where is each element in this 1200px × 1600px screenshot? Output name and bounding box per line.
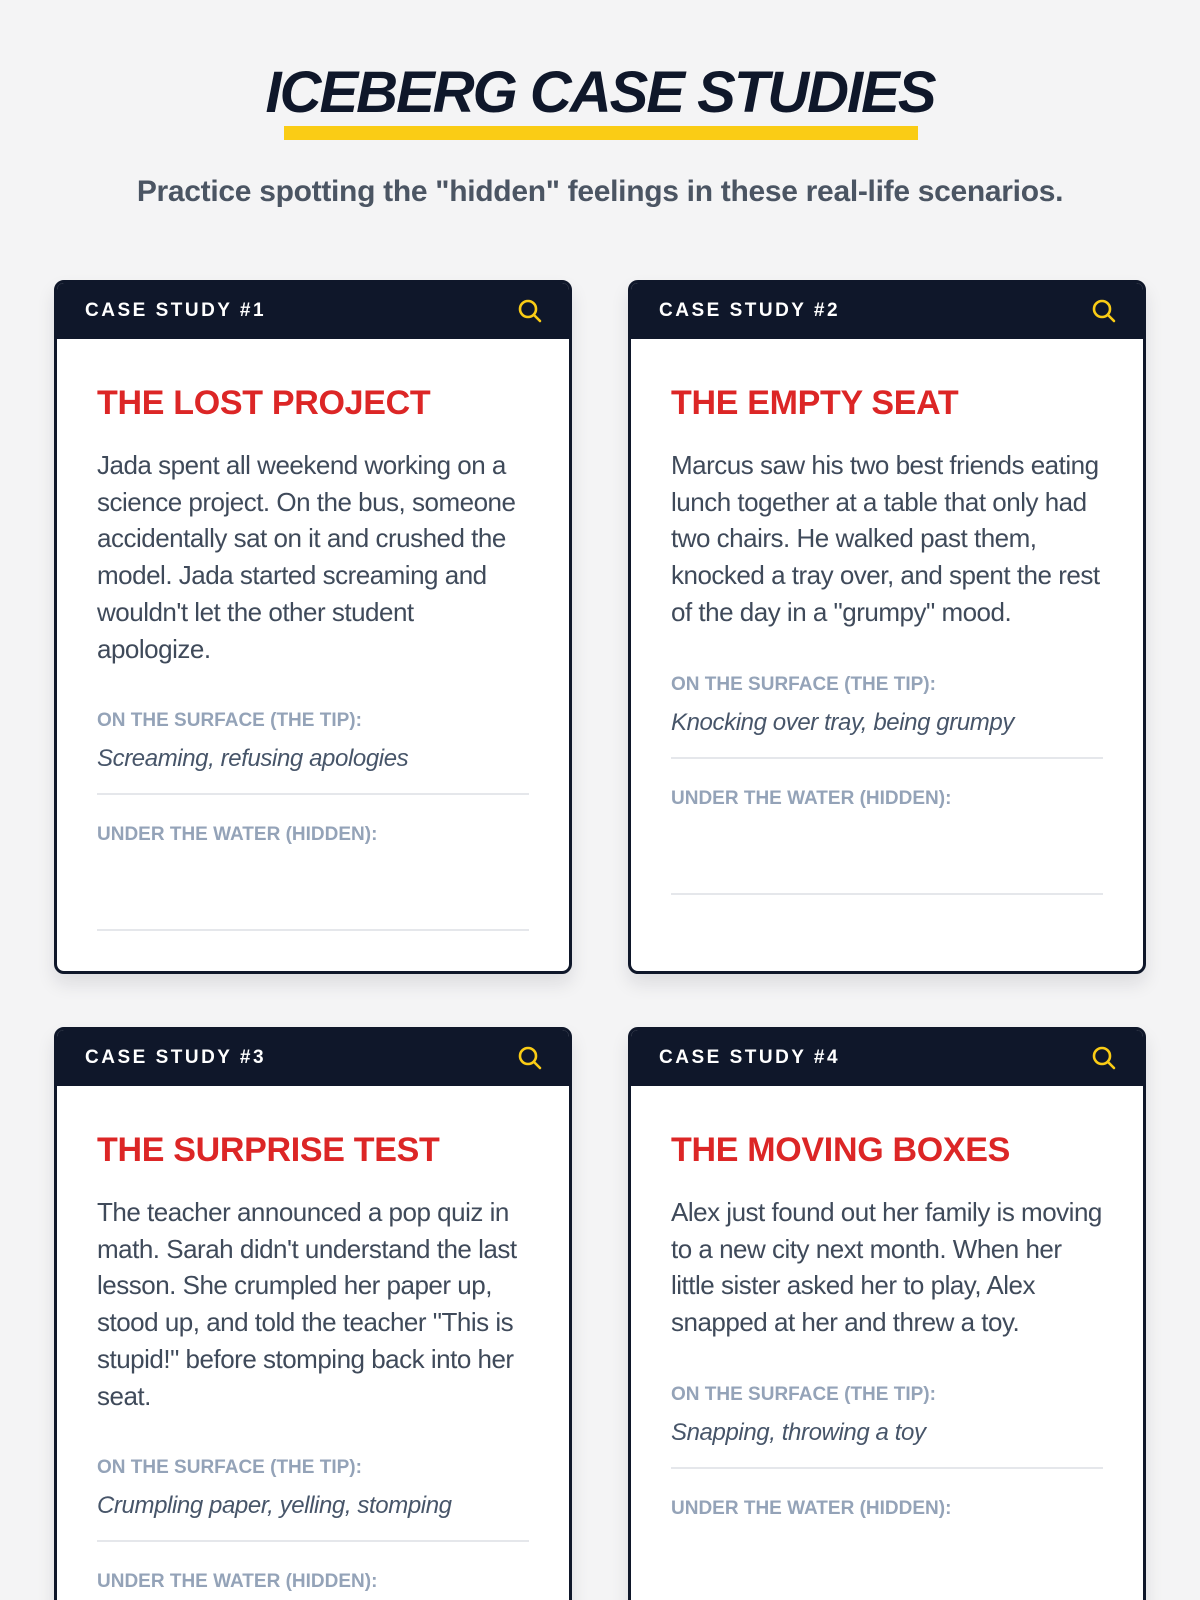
card-body	[57, 339, 569, 931]
card-label: CASE STUDY #1	[85, 300, 267, 321]
surface-behavior: Screaming, refusing apologies	[97, 745, 409, 773]
surface-label: ON THE SURFACE (THE TIP):	[671, 1383, 936, 1405]
search-icon[interactable]	[517, 1045, 543, 1071]
case-title: THE MOVING BOXES	[671, 1131, 1011, 1169]
search-icon[interactable]	[1091, 298, 1117, 324]
card-body	[631, 339, 1143, 895]
surface-label: ON THE SURFACE (THE TIP):	[97, 1457, 362, 1479]
hidden-label: UNDER THE WATER (HIDDEN):	[671, 1497, 952, 1519]
search-icon[interactable]	[517, 298, 543, 324]
divider	[97, 793, 529, 795]
divider	[671, 1467, 1103, 1469]
divider	[671, 757, 1103, 759]
case-title: THE EMPTY SEAT	[671, 384, 959, 422]
case-study-card	[628, 280, 1146, 974]
card-body	[57, 1086, 569, 1600]
hidden-label: UNDER THE WATER (HIDDEN):	[97, 824, 378, 846]
surface-behavior: Knocking over tray, being grumpy	[671, 708, 1014, 736]
case-description: Marcus saw his two best friends eating lunch together at a table that only had two chairs. He walked past them, knocked a tray over, and spent the rest of the day in a "grumpy" mood.	[671, 450, 1100, 627]
case-study-card	[54, 1027, 572, 1600]
card-header	[631, 1030, 1143, 1086]
card-label: CASE STUDY #3	[85, 1047, 267, 1068]
surface-behavior: Crumpling paper, yelling, stomping	[97, 1492, 452, 1520]
case-study-card	[628, 1027, 1146, 1600]
case-description: Alex just found out her family is moving to a new city next month. When her little sister asked her to play, Alex snapped at her and threw a toy.	[671, 1197, 1102, 1338]
card-label: CASE STUDY #2	[659, 300, 841, 321]
case-title: THE LOST PROJECT	[97, 384, 431, 422]
case-study-card	[54, 280, 572, 974]
page-subtitle: Practice spotting the "hidden" feelings in these real-life scenarios.	[136, 175, 1064, 208]
case-description: The teacher announced a pop quiz in math. Sarah didn't understand the last lesson. She crumpled her paper up, stood up, and told the teacher "This is stupid!" before stomping back into her seat.	[97, 1197, 517, 1411]
title-underline	[284, 126, 918, 140]
card-label: CASE STUDY #4	[659, 1047, 841, 1068]
surface-label: ON THE SURFACE (THE TIP):	[671, 673, 936, 695]
page-title: ICEBERG CASE STUDIES	[265, 60, 935, 125]
surface-behavior: Snapping, throwing a toy	[671, 1418, 926, 1446]
case-title: THE SURPRISE TEST	[97, 1131, 440, 1169]
hidden-label: UNDER THE WATER (HIDDEN):	[97, 1571, 378, 1593]
card-header	[631, 283, 1143, 339]
surface-label: ON THE SURFACE (THE TIP):	[97, 710, 362, 732]
answer-line[interactable]	[671, 893, 1103, 895]
card-header	[57, 283, 569, 339]
divider	[97, 1540, 529, 1542]
card-body	[631, 1086, 1143, 1600]
case-description: Jada spent all weekend working on a science project. On the bus, someone accidentally sat on it and crushed the model. Jada started screaming and wouldn't let the other student apologize.	[97, 450, 516, 664]
hidden-label: UNDER THE WATER (HIDDEN):	[671, 787, 952, 809]
answer-line[interactable]	[97, 929, 529, 931]
card-header	[57, 1030, 569, 1086]
search-icon[interactable]	[1091, 1045, 1117, 1071]
